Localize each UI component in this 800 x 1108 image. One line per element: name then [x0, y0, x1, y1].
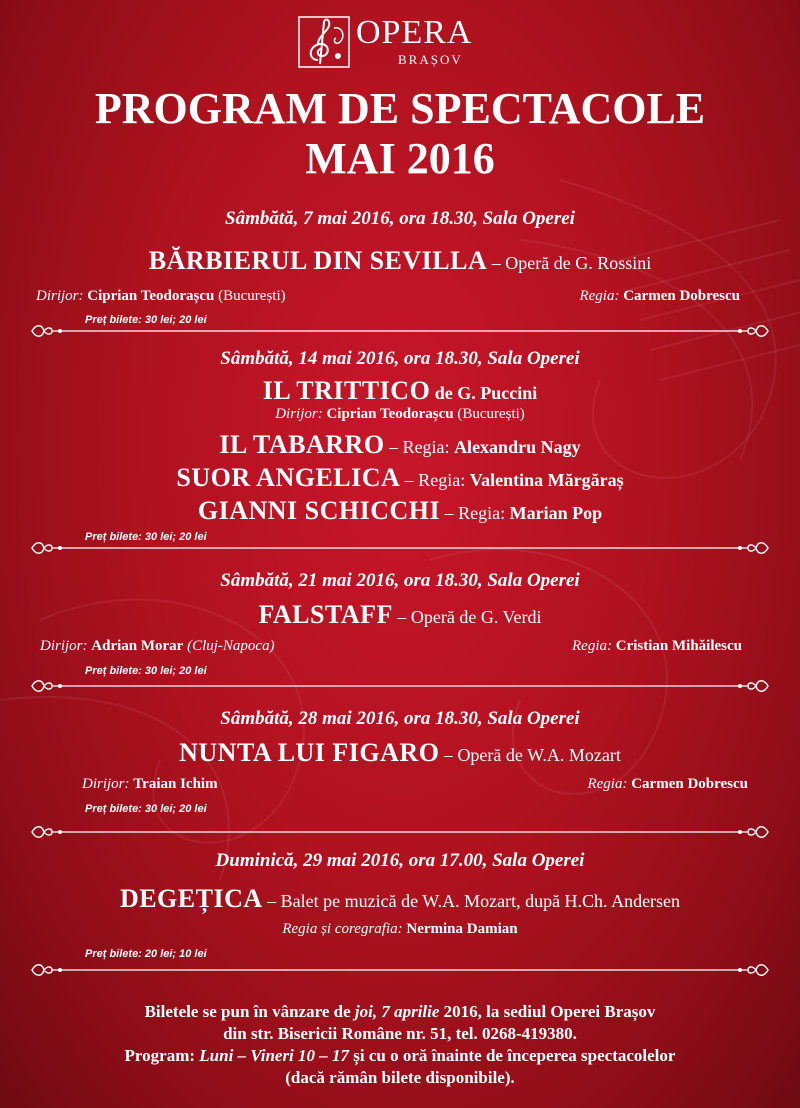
event-title-line [0, 600, 800, 630]
conductor-note: (Cluj-Napoca) [183, 638, 275, 654]
director-name: Carmen Dobrescu [623, 288, 740, 304]
footer-text: Biletele se pun în vânzare de [144, 1002, 355, 1021]
part-title: GIANNI SCHICCHI [197, 496, 441, 525]
event-director [0, 921, 800, 938]
event-subtitle: – Operă de W.A. Mozart [439, 745, 621, 765]
ticket-price: Preț bilete: 30 lei; 20 lei [85, 314, 207, 326]
ticket-price: Preț bilete: 20 lei; 10 lei [85, 948, 207, 960]
part-director: Alexandru Nagy [454, 437, 581, 457]
conductor-label: Dirijor: [36, 288, 84, 304]
event-subtitle: – Operă de G. Rossini [487, 253, 652, 273]
event-title-line [0, 376, 800, 406]
footer-line [0, 1001, 800, 1022]
ticket-price: Preț bilete: 30 lei; 20 lei [85, 803, 207, 815]
event-subtitle: de G. Puccini [430, 383, 538, 403]
event-conductor [40, 638, 275, 655]
ticket-price: Preț bilete: 30 lei; 20 lei [85, 665, 207, 677]
part-dash: – [400, 470, 419, 490]
director-name: Cristian Mihăilescu [615, 638, 742, 654]
event-title: IL TRITTICO [262, 376, 431, 405]
ornament-divider [30, 676, 770, 696]
event-title: NUNTA LUI FIGARO [179, 738, 440, 767]
conductor-name: Ciprian Teodorașcu [87, 288, 215, 304]
ornament-divider [30, 321, 770, 341]
part-line [0, 463, 800, 493]
event-date: Sâmbătă, 7 mai 2016, ora 18.30, Sala Operei [225, 208, 575, 229]
director-name: Nermina Damian [406, 921, 518, 937]
part-dash: – [440, 503, 459, 523]
conductor-name: Adrian Morar [91, 638, 184, 654]
event-title-line [0, 884, 800, 914]
conductor-name: Traian Ichim [133, 776, 218, 792]
event-title-line [0, 738, 800, 768]
part-director-label: Regia: [402, 437, 455, 457]
event-conductor [82, 776, 218, 793]
event-title: BĂRBIERUL DIN SEVILLA [148, 246, 488, 275]
part-director-label: Regia: [458, 503, 510, 523]
part-director: Marian Pop [509, 503, 603, 523]
page-title: PROGRAM DE SPECTACOLE [94, 84, 706, 133]
footer-text: Program: [124, 1046, 200, 1065]
logo-wordmark: OPERA [356, 14, 473, 51]
logo-city: BRAȘOV [398, 52, 463, 67]
event-director [579, 288, 740, 305]
footer-text: 2016, la sediul Operei Brașov [439, 1002, 656, 1021]
footer-address: din str. Bisericii Române nr. 51, tel. 0268-419380. [223, 1024, 577, 1043]
part-director-label: Regia: [418, 470, 470, 490]
event-director [572, 638, 742, 655]
event-date: Sâmbătă, 14 mai 2016, ora 18.30, Sala Operei [220, 348, 580, 369]
event-title: FALSTAFF [258, 600, 393, 629]
part-line [0, 430, 800, 460]
event-date: Duminică, 29 mai 2016, ora 17.00, Sala Operei [215, 850, 585, 871]
director-label: Regia: [579, 288, 620, 304]
event-conductor [36, 288, 286, 305]
ornament-divider [30, 538, 770, 558]
director-label: Regia: [572, 638, 612, 654]
ornament-divider [30, 822, 770, 842]
event-director [587, 776, 748, 793]
event-date: Sâmbătă, 28 mai 2016, ora 18.30, Sala Operei [220, 708, 580, 729]
event-subtitle: – Operă de G. Verdi [392, 607, 542, 627]
ticket-price: Preț bilete: 30 lei; 20 lei [85, 531, 207, 543]
event-conductor [0, 406, 800, 423]
footer-date: joi, 7 aprilie [354, 1002, 440, 1021]
event-subtitle: – Balet pe muzică de W.A. Mozart, după H.Ch. Andersen [262, 891, 681, 911]
ornament-divider [30, 960, 770, 980]
opera-logo [298, 14, 498, 72]
event-date: Sâmbătă, 21 mai 2016, ora 18.30, Sala Operei [220, 570, 580, 591]
conductor-label: Dirijor: [275, 406, 323, 422]
footer-note: (dacă rămân bilete disponibile). [285, 1068, 515, 1087]
footer-line [0, 1045, 800, 1066]
conductor-name: Ciprian Teodorașcu [326, 406, 454, 422]
part-title: SUOR ANGELICA [176, 463, 401, 492]
conductor-label: Dirijor: [82, 776, 130, 792]
event-title-line [0, 246, 800, 276]
page-subtitle: MAI 2016 [305, 134, 495, 183]
conductor-note: (București) [214, 288, 286, 304]
treble-clef-icon [298, 16, 350, 68]
conductor-label: Dirijor: [40, 638, 88, 654]
footer-hours: Luni – Vineri 10 – 17 [199, 1046, 350, 1065]
director-label: Regia: [587, 776, 628, 792]
director-name: Carmen Dobrescu [631, 776, 748, 792]
conductor-note: (București) [453, 406, 525, 422]
part-line [0, 496, 800, 526]
footer-text: și cu o oră înainte de începerea spectacolelor [349, 1046, 676, 1065]
part-director: Valentina Mărgăraș [469, 470, 624, 490]
part-dash: – [384, 437, 403, 457]
event-title: DEGEȚICA [119, 884, 263, 913]
director-label: Regia și coregrafia: [282, 921, 403, 937]
part-title: IL TABARRO [219, 430, 385, 459]
